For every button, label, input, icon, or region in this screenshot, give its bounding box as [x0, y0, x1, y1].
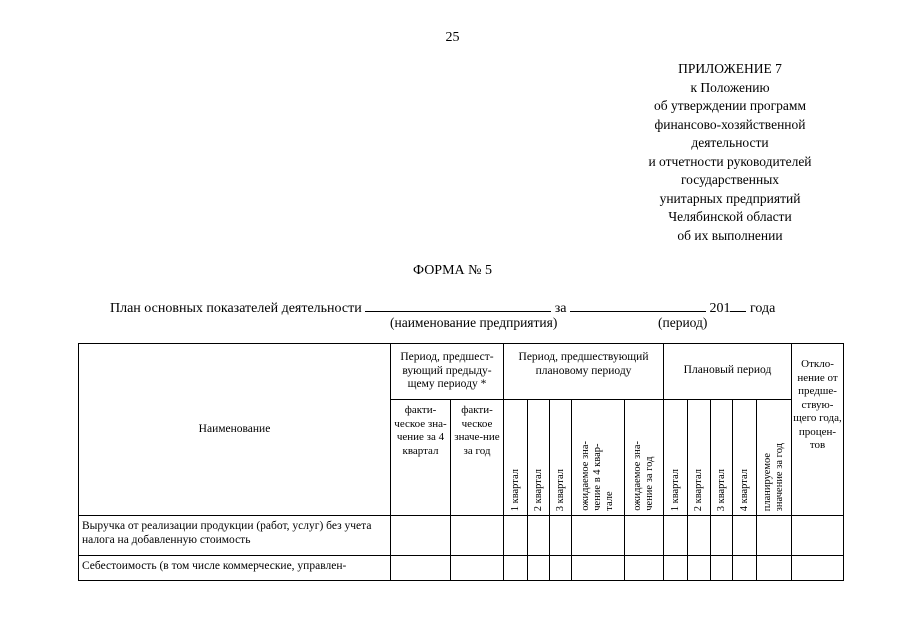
table-cell: [757, 556, 792, 581]
table-cell: [757, 516, 792, 556]
group3-col-header: 1 квартал: [669, 468, 681, 511]
appendix-line: Челябинской области: [668, 209, 792, 224]
indicators-table: [78, 343, 844, 581]
table-cell: [688, 516, 711, 556]
table-row-label: Выручка от реализации продукции (работ, услуг) без учета налога на добавленную стоимость: [79, 516, 391, 556]
year-suffix: года: [749, 301, 776, 316]
table-row-label: Себестоимость (в том числе коммерческие, управлен-: [79, 556, 391, 581]
year-blank: [730, 298, 746, 312]
table-cell: [451, 516, 504, 556]
table-cell: [792, 556, 844, 581]
table-cell: [664, 556, 688, 581]
group1-col-header: факти-ческое значе-ние за год: [451, 400, 504, 516]
group1-col-header: факти-ческое зна-чение за 4 квартал: [391, 400, 451, 516]
table-cell: [664, 516, 688, 556]
form-title: ФОРМА № 5: [412, 263, 493, 278]
appendix-line: унитарных предприятий: [659, 190, 801, 206]
group2-header: Период, предшествующий плановому периоду: [504, 344, 664, 400]
appendix-line: об утверждении программ: [653, 98, 806, 113]
table-cell: [391, 556, 451, 581]
group3-col-header: планируемое значение за год: [762, 442, 785, 511]
plan-line-prefix: План основных показателей деятельности: [110, 301, 362, 316]
group1-header: Период, предшест-вующий предыду-щему периоду *: [391, 344, 504, 400]
table-cell: [688, 556, 711, 581]
group2-col-header: 3 квартал: [554, 468, 566, 511]
group2-col-header: ожидаемое зна- чение в 4 квар- тале: [580, 441, 615, 511]
period-caption: (период): [658, 315, 708, 330]
appendix-heading: [620, 60, 840, 245]
group3-col-header: 3 квартал: [715, 468, 727, 511]
name-header: Наименование: [79, 344, 391, 516]
appendix-line: об их выполнении: [677, 227, 783, 243]
group2-col-header: ожидаемое зна- чение за год: [632, 441, 655, 511]
table-cell: [625, 556, 664, 581]
appendix-line: деятельности: [691, 135, 769, 150]
page-number: 25: [445, 30, 460, 45]
table-cell: [711, 516, 733, 556]
group3-col-header: 2 квартал: [693, 468, 704, 511]
deviation-header: Откло-нение от предше-ствую-щего года, процен-тов: [792, 344, 844, 516]
table-cell: [711, 556, 733, 581]
table-cell: [572, 516, 625, 556]
table-cell: [528, 556, 550, 581]
plan-line-za: за: [554, 301, 567, 316]
table-cell: [572, 556, 625, 581]
table-cell: [550, 556, 572, 581]
appendix-line: финансово-хозяйственной: [654, 116, 806, 132]
table-cell: [504, 516, 528, 556]
org-name-blank: [365, 298, 551, 312]
appendix-line: государственных: [680, 172, 780, 187]
year-prefix: 201: [709, 301, 731, 316]
group2-col-header: 1 квартал: [509, 468, 521, 511]
table-cell: [625, 516, 664, 556]
table-cell: [792, 516, 844, 556]
table-cell: [528, 516, 550, 556]
group3-col-header: 4 квартал: [738, 468, 750, 511]
table-cell: [504, 556, 528, 581]
table-cell: [733, 556, 757, 581]
appendix-line: ПРИЛОЖЕНИЕ 7: [678, 61, 782, 76]
appendix-line: к Положению: [690, 79, 770, 95]
group3-header: Плановый период: [664, 344, 792, 400]
org-caption: (наименование предприятия): [390, 315, 558, 330]
table-cell: [391, 516, 451, 556]
period-blank: [570, 298, 706, 312]
group2-col-header: 2 квартал: [532, 468, 544, 511]
table-cell: [550, 516, 572, 556]
table-cell: [451, 556, 504, 581]
table-cell: [733, 516, 757, 556]
appendix-line: и отчетности руководителей: [648, 153, 812, 169]
